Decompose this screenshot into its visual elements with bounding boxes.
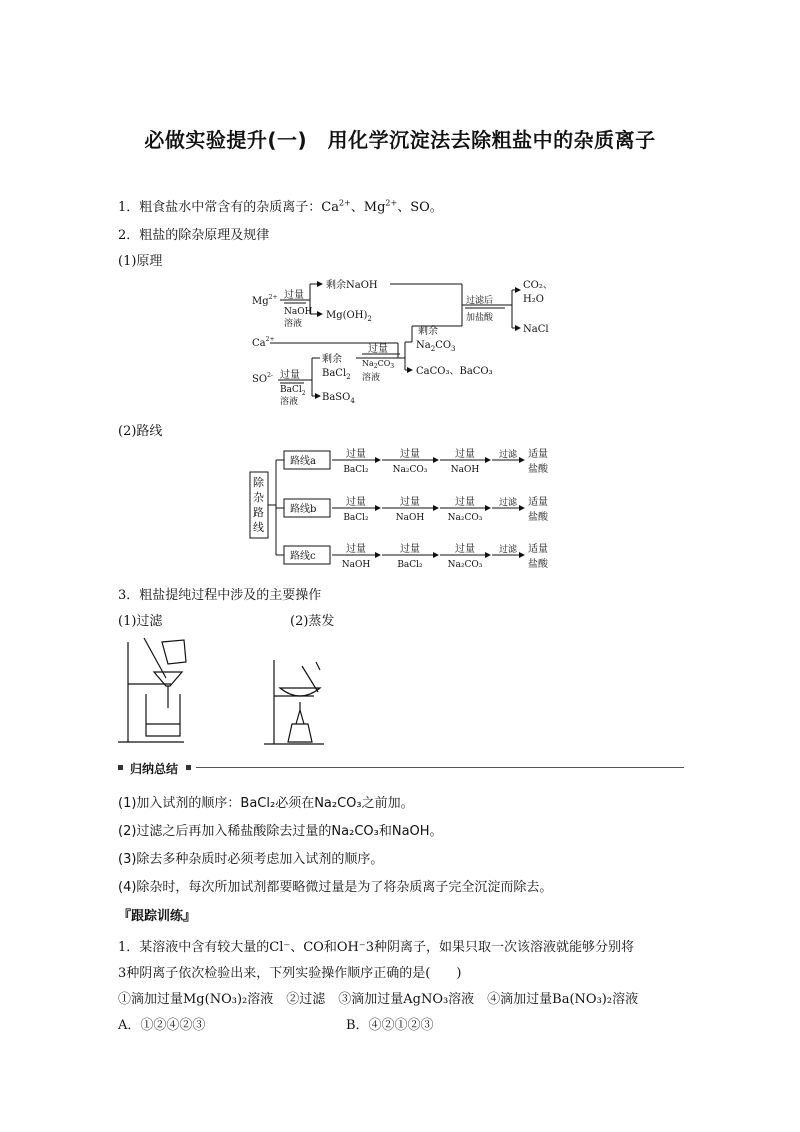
svg-text:除: 除 (253, 476, 264, 489)
svg-text:线: 线 (253, 521, 264, 534)
svg-text:路: 路 (253, 506, 264, 519)
evaporation-apparatus-icon (262, 658, 332, 748)
summary-marker-icon (118, 765, 123, 770)
question-1-operations: ①滴加过量Mg(NO₃)₂溶液 ②过滤 ③滴加过量AgNO₃溶液 ④滴加过量Ba(NO₃)₂溶液 (118, 992, 639, 1007)
reagent-name: BaCl₂ (343, 465, 369, 475)
reagent-qualifier: 过量 (400, 544, 420, 555)
filtration-apparatus-icon (116, 632, 196, 748)
option-a: A．①②④②③ (118, 1018, 206, 1033)
route-name: 路线c (290, 551, 316, 562)
solution-label-2: 溶液 (280, 397, 299, 407)
co2-product: CO₂、 (523, 280, 553, 291)
reagent-name: BaCl₂ (343, 513, 369, 523)
excess-label-1: 过量 (284, 290, 304, 301)
filter-after-label: 过滤后 (466, 296, 494, 306)
summary-rule (196, 767, 684, 768)
summary-point-2: (2)过滤之后再加入稀盐酸除去过量的Na₂CO₃和NaOH。 (118, 824, 443, 839)
remain-label-2: 剩余 (418, 326, 438, 337)
excess-label-3: 过量 (368, 344, 388, 355)
reagent-name: Na₂CO₃ (447, 513, 483, 523)
solution-label-3: 溶液 (362, 373, 381, 383)
ca-charge: 2+ (338, 198, 351, 208)
mg-charge: 2+ (385, 198, 398, 208)
reagent-qualifier: 过量 (455, 544, 475, 555)
baso4-product: BaSO$_4$ (322, 392, 355, 405)
route-name: 路线a (290, 456, 316, 467)
summary-point-1: (1)加入试剂的顺序：BaCl₂必须在Na₂CO₃之前加。 (118, 796, 414, 811)
so4-ion: $SO^{2-}$ (252, 372, 273, 385)
summary-header (118, 760, 684, 776)
remain-bacl2: BaCl$_2$ (322, 368, 351, 381)
bacl2-reagent: BaCl$_2$ (280, 385, 306, 397)
item-1-sep1: 、Mg (350, 200, 386, 215)
reagent-qualifier: 过量 (346, 449, 366, 460)
final-qualifier: 适量 (528, 544, 548, 555)
mg-ion: $Mg^{2+}$ (252, 294, 278, 307)
carbonates-product: CaCO₃、BaCO₃ (416, 366, 493, 377)
route-diagram (240, 440, 570, 580)
principle-diagram (240, 270, 560, 410)
mgoh2-product: $Mg(OH)_2$ (326, 310, 372, 323)
reagent-name: NaOH (341, 560, 371, 570)
page-title: 必做实验提升(一) 用化学沉淀法去除粗盐中的杂质离子 (144, 128, 656, 152)
h2o-product: H₂O (523, 294, 544, 305)
reagent-qualifier: 过量 (346, 497, 366, 508)
naoh-label: NaOH (284, 307, 313, 317)
route-label: (2)路线 (118, 424, 163, 439)
principle-label: (1)原理 (118, 254, 163, 269)
reagent-name: Na₂CO₃ (447, 560, 483, 570)
reagent-qualifier: 过量 (400, 497, 420, 508)
reagent-qualifier: 过量 (400, 449, 420, 460)
final-reagent: 盐酸 (528, 464, 548, 475)
remain-label-1: 剩余 (322, 354, 342, 365)
item-1 (118, 196, 443, 215)
reagent-name: Na₂CO₃ (392, 465, 428, 475)
solution-label-1: 溶液 (284, 319, 303, 329)
add-hcl-label: 加盐酸 (466, 313, 494, 323)
evaporation-label: (2)蒸发 (290, 614, 335, 629)
final-reagent: 盐酸 (528, 512, 548, 523)
final-qualifier: 适量 (528, 497, 548, 508)
option-b: B．④②①②③ (346, 1018, 434, 1033)
summary-title: 归纳总结 (130, 762, 179, 776)
item-1-prefix: 1．粗食盐水中常含有的杂质离子：Ca (118, 200, 339, 215)
remain-na2co3: $Na_2CO_3$ (416, 340, 456, 353)
item-2: 2．粗盐的除杂原理及规律 (118, 228, 270, 243)
reagent-qualifier: 过量 (455, 497, 475, 508)
nacl-product: NaCl (523, 324, 549, 335)
excess-label-2: 过量 (280, 370, 300, 381)
filter-label: 过滤 (498, 450, 518, 460)
ca-ion: $Ca^{2+}$ (252, 336, 275, 349)
summary-point-4: (4)除杂时，每次所加试剂都要略微过量是为了将杂质离子完全沉淀而除去。 (118, 880, 553, 895)
question-1-line-2: 3种阴离子依次检验出来，下列实验操作顺序正确的是( ) (118, 966, 462, 981)
route-name: 路线b (290, 504, 317, 515)
final-reagent: 盐酸 (528, 559, 548, 570)
filter-label: 过滤 (498, 545, 518, 555)
summary-dot-icon (186, 765, 191, 770)
reagent-name: BaCl₂ (397, 560, 423, 570)
filter-label: 过滤 (498, 498, 518, 508)
filter-label: (1)过滤 (118, 614, 163, 629)
route-root (253, 475, 265, 534)
svg-text:杂: 杂 (253, 491, 264, 504)
item-1-sep2: 、SO (397, 200, 430, 215)
summary-point-3: (3)除去多种杂质时必须考虑加入试剂的顺序。 (118, 852, 384, 867)
item-3: 3．粗盐提纯过程中涉及的主要操作 (118, 588, 322, 603)
reagent-name: NaOH (450, 465, 480, 475)
reagent-qualifier: 过量 (455, 449, 475, 460)
reagent-qualifier: 过量 (346, 544, 366, 555)
final-qualifier: 适量 (528, 449, 548, 460)
na2co3-reagent: $Na_2CO_3$ (362, 359, 395, 370)
reagent-name: NaOH (395, 513, 425, 523)
item-1-end: 。 (429, 200, 443, 215)
question-1-line-1: 1．某溶液中含有较大量的Cl⁻、CO和OH⁻3种阴离子，如果只取一次该溶液就能够分别将 (118, 940, 634, 955)
practice-header: 『跟踪训练』 (118, 909, 197, 924)
remain-naoh: 剩余NaOH (326, 280, 378, 291)
